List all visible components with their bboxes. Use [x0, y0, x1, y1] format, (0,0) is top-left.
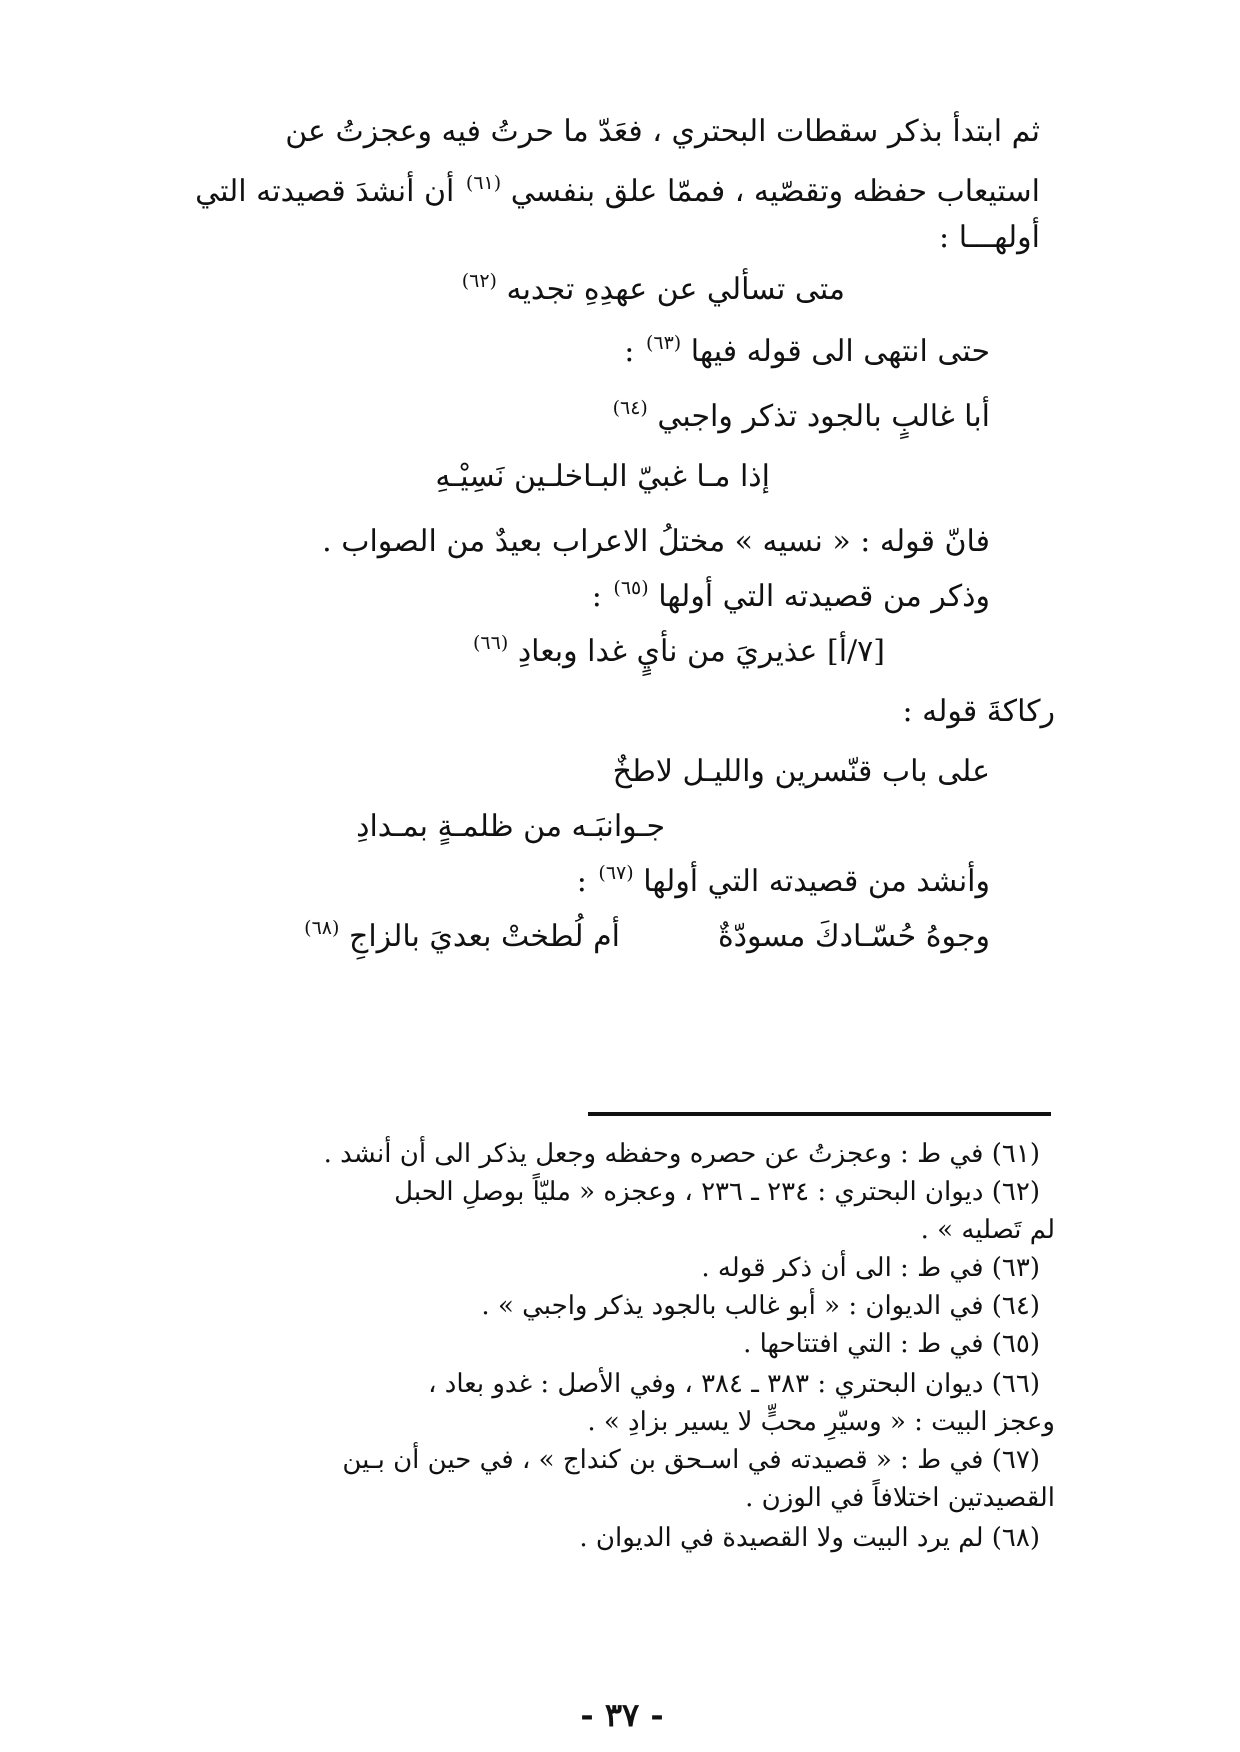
footnote-66-line-1	[428, 1365, 1040, 1403]
text-line-2a: استيعاب حفظه وتقصّيه ، فممّا علق بنفسي	[510, 174, 1040, 209]
text-line-2b: أن أنشدَ قصيدته التي	[195, 174, 455, 209]
footnote-64-text: (٦٤) في الديوان : « أبو غالب بالجود يذكر واجبي » .	[481, 1291, 1040, 1321]
verse-1-text: متى تسألي عن عهدِهِ تجديه	[506, 272, 845, 307]
text-line-1-content: ثم ابتدأ بذكر سقطات البحتري ، فعَدّ ما حرتُ فيه وعجزتُ عن	[285, 114, 1040, 149]
footnote-66-line-2	[587, 1403, 1055, 1441]
verse-5b-text: أم لُطختْ بعديَ بالزاجِ	[348, 919, 620, 954]
footnote-64	[481, 1287, 1040, 1325]
footnote-65	[743, 1325, 1040, 1363]
footnote-ref-62: (٦٢)	[461, 270, 497, 292]
verse-4b-text: جـوانبَـه من ظلمـةٍ بمـدادِ	[356, 809, 665, 844]
footnote-62b-text: لم تَصليه » .	[920, 1215, 1055, 1245]
text-line-1	[285, 110, 1040, 154]
footnote-ref-64: (٦٤)	[612, 397, 648, 419]
footnote-62a-text: (٦٢) ديوان البحتري : ٢٣٤ ـ ٢٣٦ ، وعجزه « مليّاً بوصلِ الحبل	[394, 1177, 1040, 1207]
text-line-2	[195, 170, 1040, 217]
page-number: - ٣٧ -	[580, 1696, 664, 1734]
footnote-ref-68: (٦٨)	[304, 917, 340, 939]
text-line-14-content: وأنشد من قصيدته التي أولها	[643, 864, 990, 899]
folio-marker: [٧/أ]	[827, 634, 885, 669]
text-line-9-colon: :	[591, 579, 602, 614]
footnote-67a-text: (٦٧) في ط : « قصيدته في اسـحق بن كنداج » ، في حين أن بـين	[342, 1445, 1040, 1475]
verse-4-first-hemistich	[613, 750, 990, 794]
text-line-5	[624, 330, 990, 377]
verse-2-first-hemistich	[611, 395, 990, 442]
footnote-65-text: (٦٥) في ط : التي افتتاحها .	[743, 1329, 1040, 1359]
text-line-9	[592, 575, 990, 622]
verse-5a-text: وجوهُ حُسّـادكَ مسودّةٌ	[717, 919, 990, 954]
verse-5-first-hemistich	[718, 915, 990, 959]
footnote-67-line-1	[342, 1441, 1040, 1479]
footnote-66a-text: (٦٦) ديوان البحتري : ٣٨٣ ـ ٣٨٤ ، وفي الأصل : غدو بعاد ،	[428, 1369, 1040, 1399]
text-line-11	[902, 690, 1055, 734]
text-line-3	[939, 216, 1040, 260]
verse-1	[460, 268, 845, 315]
footnote-ref-66: (٦٦)	[473, 632, 509, 654]
text-line-3-content: أولهـــا :	[939, 220, 1040, 255]
verse-4a-text: على باب قنّسرين والليـل لاطخٌ	[612, 754, 990, 789]
footnote-ref-63: (٦٣)	[645, 332, 682, 354]
footnote-62-line-2	[921, 1211, 1055, 1249]
text-line-9-content: وذكر من قصيدته التي أولها	[658, 579, 990, 614]
verse-3-text: عذيريَ من نأيٍ غدا وبعادِ	[517, 634, 818, 669]
text-line-14	[577, 860, 990, 907]
footnote-68-text: (٦٨) لم يرد البيت ولا القصيدة في الديوان .	[579, 1523, 1040, 1553]
footnote-67-line-2	[745, 1479, 1055, 1517]
text-line-14-colon: :	[576, 864, 587, 899]
footnote-separator	[588, 1112, 1051, 1116]
verse-2-second-hemistich	[435, 455, 770, 499]
verse-4-second-hemistich	[356, 805, 665, 849]
footnote-ref-65: (٦٥)	[613, 577, 649, 599]
footnote-63-text: (٦٣) في ط : الى أن ذكر قوله .	[701, 1253, 1040, 1283]
footnote-66b-text: وعجز البيت : « وسيّرِ محبٍّ لا يسير بزادِ » .	[587, 1407, 1055, 1437]
footnote-62-line-1	[394, 1173, 1040, 1211]
footnote-63	[701, 1249, 1040, 1287]
footnote-61	[324, 1135, 1040, 1173]
verse-5-second-hemistich	[302, 915, 620, 962]
footnote-ref-61: (٦١)	[465, 172, 502, 194]
footnote-67b-text: القصيدتين اختلافاً في الوزن .	[745, 1483, 1055, 1513]
text-line-5-content: حتى انتهى الى قوله فيها	[690, 334, 990, 369]
text-line-11-content: ركاكةَ قوله :	[902, 694, 1055, 729]
footnote-68	[579, 1519, 1040, 1557]
footnote-ref-67: (٦٧)	[598, 862, 634, 884]
text-line-8	[322, 520, 990, 564]
verse-3	[471, 630, 885, 677]
verse-2b-text: إذا مـا غبيّ البـاخلـين نَسِيْـهِ	[435, 459, 770, 494]
text-line-8-content: فانّ قوله : « نسيه » مختلُ الاعراب بعيدٌ من الصواب .	[322, 524, 990, 559]
footnote-61-text: (٦١) في ط : وعجزتُ عن حصره وحفظه وجعل يذكر الى أن أنشد .	[323, 1139, 1040, 1169]
verse-2a-text: أبا غالبٍ بالجود تذكر واجبي	[657, 399, 990, 434]
text-line-5-colon: :	[624, 334, 635, 369]
